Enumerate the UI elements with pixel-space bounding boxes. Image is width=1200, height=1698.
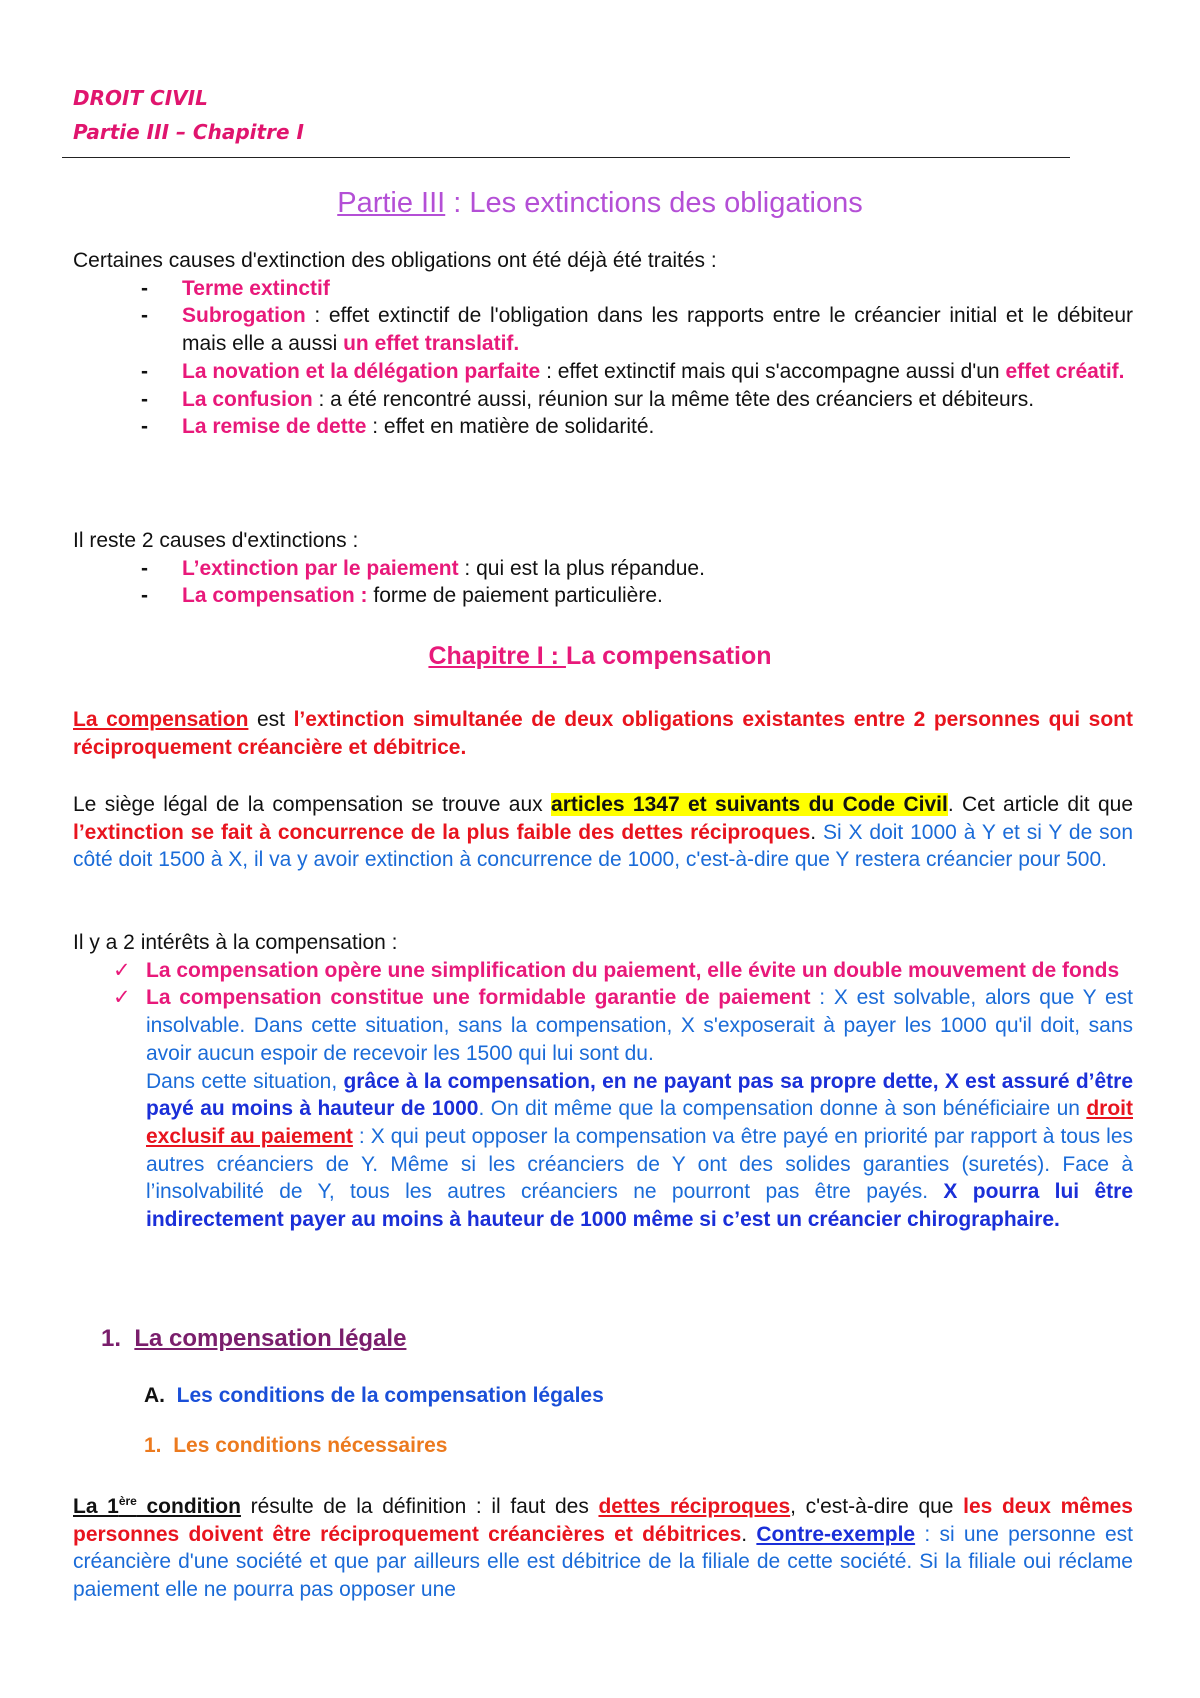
- list-item: - La confusion : a été rencontré aussi, réunion sur la même tête des créanciers et débiteurs.: [73, 386, 1133, 414]
- list-item: ✓ La compensation opère une simplification du paiement, elle évite un double mouvement de fonds: [73, 957, 1133, 985]
- chapter-title: Chapitre I : La compensation: [428, 642, 772, 670]
- dash-marker: -: [141, 304, 148, 328]
- title-rest: : Les extinctions des obligations: [445, 187, 863, 219]
- intro-text: Certaines causes d'extinction des obligations ont été déjà été traités :: [73, 249, 717, 272]
- intro-block: [73, 247, 1133, 441]
- definition-term: La compensation: [73, 708, 249, 731]
- interets-intro: Il y a 2 intérêts à la compensation :: [73, 931, 398, 954]
- dash-marker: -: [141, 276, 148, 300]
- section-heading-A: A. Les conditions de la compensation légales: [144, 1384, 604, 1407]
- list-item: - L’extinction par le paiement : qui est la plus répandue.: [73, 555, 1133, 583]
- page-title: [0, 187, 1200, 220]
- list-item: - La compensation : forme de paiement particulière.: [73, 582, 1133, 610]
- dash-marker: -: [141, 556, 148, 580]
- condition-paragraph: La 1ère condition résulte de la définition : il faut des dettes réciproques, c'est-à-dire que les deux mêmes personnes doivent être réciproquement créancières et débitrices. Contre-exemple : si une personne est créancière d'une société et que par ailleurs elle est débitrice de la filiale de cette société. Si la filiale oui réclame paiement elle ne pourra pas opposer une: [73, 1494, 1133, 1602]
- section-heading-1: 1. La compensation légale: [101, 1325, 407, 1352]
- list-item: ✓ La compensation constitue une formidable garantie de paiement : X est solvable, alors que Y est insolvable. Dans cette situation, sans la compensation, X s'exposerait à payer les 1000 qu'il doit, sans avoir aucun espoir de recevoir les 1500 qui lui sont du. Dans cette situation, grâce à la compensation, en ne payant pas sa propre dette, X est assuré d’être payé au moins à hauteur de 1000. On dit même que la compensation donne à son bénéficiaire un droit exclusif au paiement : X qui peut opposer la compensation va être payé en priorité par rapport à tous les autres créanciers de Y. Même si les créanciers de Y ont des solides garanties (suretés). Face à l’insolvabilité de Y, tous les autres créanciers ne pourront pas être payés. X pourra lui être indirectement payer au moins à hauteur de 1000 même si c’est un créancier chirographaire.: [113, 986, 1134, 1232]
- header-course: DROIT CIVIL: [73, 86, 208, 110]
- condition-label: La 1ère condition: [73, 1494, 241, 1518]
- checkmark-icon: ✓: [113, 986, 131, 1010]
- definition-paragraph: La compensation est l’extinction simultanée de deux obligations existantes entre 2 personnes qui sont réciproquement créancière et débitrice.: [73, 708, 1133, 759]
- section-heading-1-1: 1. Les conditions nécessaires: [144, 1434, 448, 1457]
- remaining-block: [73, 527, 1133, 610]
- remaining-intro: Il reste 2 causes d'extinctions :: [73, 529, 359, 552]
- interets-list: [73, 957, 1133, 1234]
- list-item: - Terme extinctif: [73, 275, 1133, 303]
- siege-paragraph: Le siège légal de la compensation se trouve aux articles 1347 et suivants du Code Civil. Cet article dit que l’extinction se fait à concurrence de la plus faible des dettes réciproques. Si X doit 1000 à Y et si Y de son côté doit 1500 à X, il va y avoir extinction à concurrence de 1000, c'est-à-dire que Y restera créancier pour 500.: [73, 793, 1133, 872]
- list-item: - La novation et la délégation parfaite : effet extinctif mais qui s'accompagne aussi d'un effet créatif.: [73, 358, 1133, 386]
- header-divider: [62, 157, 1070, 158]
- dash-marker: -: [141, 359, 148, 383]
- dash-marker: -: [141, 415, 148, 439]
- checkmark-icon: ✓: [113, 958, 131, 982]
- list-item: - Subrogation : effet extinctif de l'obligation dans les rapports entre le créancier initial et le débiteur mais elle a aussi un effet translatif.: [141, 304, 1133, 356]
- interets-block: [73, 929, 1133, 1234]
- title-part: Partie III: [337, 187, 446, 219]
- remaining-list: [73, 555, 1133, 610]
- causes-list: [73, 275, 1133, 441]
- dash-marker: -: [141, 584, 148, 608]
- list-item: - La remise de dette : effet en matière de solidarité.: [73, 413, 1133, 441]
- dash-marker: -: [141, 387, 148, 411]
- header-section: Partie III – Chapitre I: [73, 120, 304, 144]
- highlighted-articles: articles 1347 et suivants du Code Civil: [551, 793, 948, 816]
